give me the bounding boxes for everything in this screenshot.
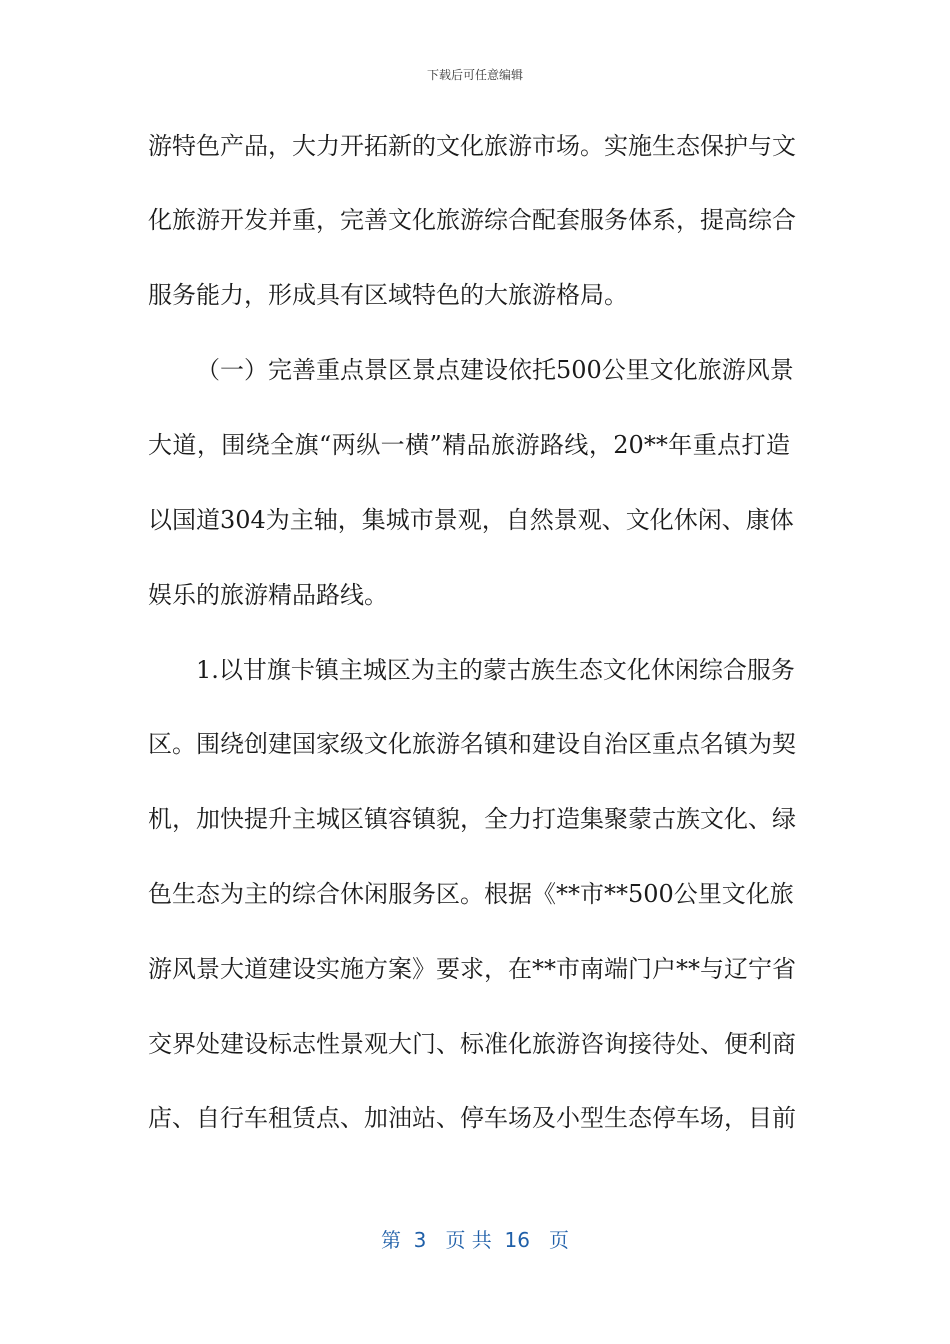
- text-line: 游特色产品，大力开拓新的文化旅游市场。实施生态保护与文: [148, 132, 796, 160]
- paragraph-heading-line: （一）完善重点景区景点建设依托500公里文化旅游风景: [196, 356, 794, 384]
- text-line: 以国道304为主轴，集城市景观，自然景观、文化休闲、康体: [148, 506, 794, 534]
- text-line: 店、自行车租赁点、加油站、停车场及小型生态停车场，目前: [148, 1104, 796, 1132]
- text-line: 游风景大道建设实施方案》要求，在**市南端门户**与辽宁省: [148, 955, 796, 983]
- text-line: 娱乐的旅游精品路线。: [148, 581, 388, 609]
- text-line: 化旅游开发并重，完善文化旅游综合配套服务体系，提高综合: [148, 206, 796, 234]
- text-line: 色生态为主的综合休闲服务区。根据《**市**500公里文化旅: [148, 880, 794, 908]
- text-line: 机，加快提升主城区镇容镇貌，全力打造集聚蒙古族文化、绿: [148, 805, 796, 833]
- page-header-note: 下载后可任意编辑: [426, 68, 523, 82]
- text-line: 交界处建设标志性景观大门、标准化旅游咨询接待处、便利商: [148, 1030, 796, 1058]
- paragraph-start-line: 1.以甘旗卡镇主城区为主的蒙古族生态文化休闲综合服务: [196, 656, 795, 684]
- page-number-footer: 第 3 页 共 16 页: [380, 1228, 570, 1252]
- text-line: 区。围绕创建国家级文化旅游名镇和建设自治区重点名镇为契: [148, 730, 796, 758]
- text-line: 服务能力，形成具有区域特色的大旅游格局。: [148, 281, 628, 309]
- text-line: 大道，围绕全旗“两纵一横”精品旅游路线，20**年重点打造: [148, 431, 790, 459]
